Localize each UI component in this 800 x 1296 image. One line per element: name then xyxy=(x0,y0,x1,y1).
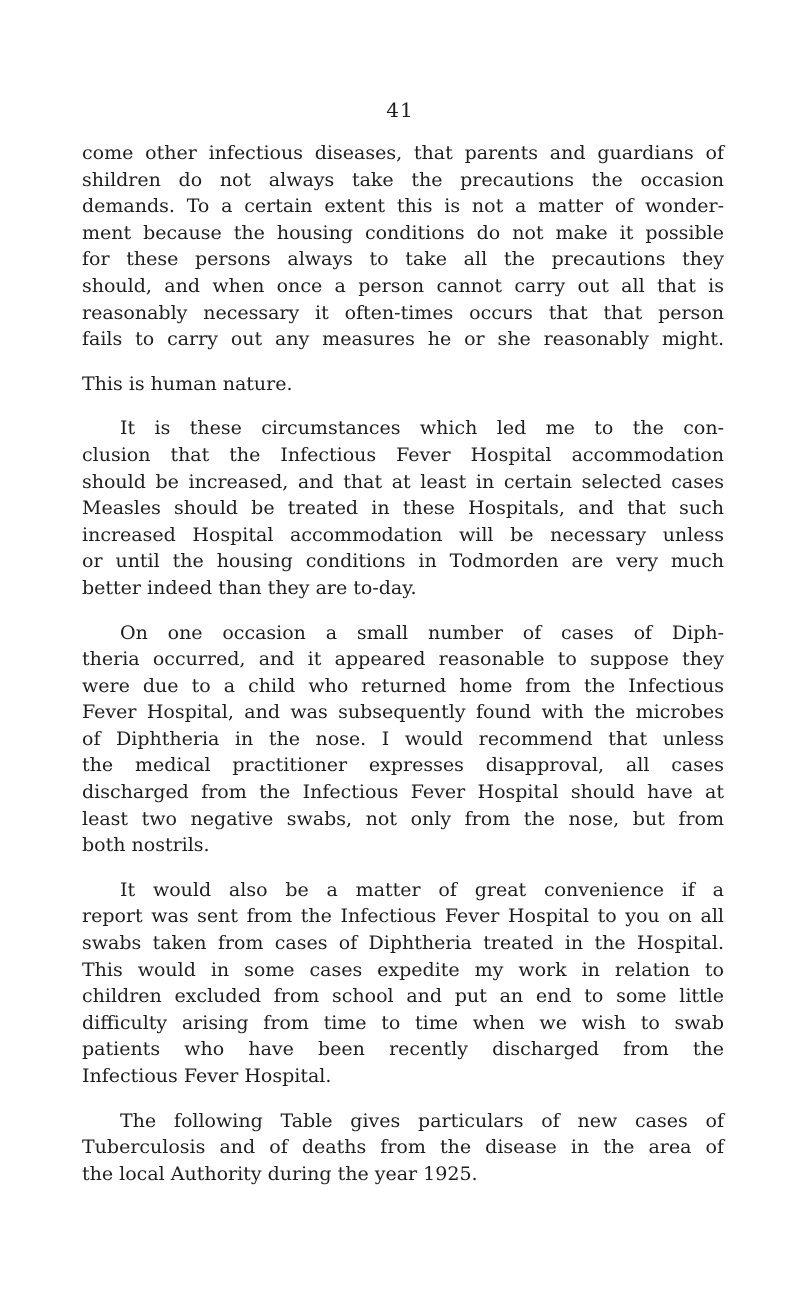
text-line: Measles should be treated in these Hospitals, and that such xyxy=(82,497,724,520)
text-line: This is human nature. xyxy=(82,372,293,395)
text-line: It would also be a matter of great convenience if a xyxy=(120,878,724,901)
paragraph-1 xyxy=(82,140,724,397)
text-line: swabs taken from cases of Diphtheria treated in the Hospital. xyxy=(82,932,724,955)
text-line: were due to a child who returned home from the Infectious xyxy=(82,674,724,697)
text-line: This would in some cases expedite my work in relation to xyxy=(82,958,724,981)
text-line: It is these circumstances which led me to the con- xyxy=(120,417,724,440)
text-line: reasonably necessary it often-times occurs that that person xyxy=(82,301,724,324)
text-line: increased Hospital accommodation will be necessary unless xyxy=(82,523,724,546)
text-line: clusion that the Infectious Fever Hospital accommodation xyxy=(82,443,724,466)
text-line: should, and when once a person cannot carry out all that is xyxy=(82,274,724,297)
paragraph-3 xyxy=(82,620,724,859)
text-line: the medical practitioner expresses disapproval, all cases xyxy=(82,754,724,777)
paragraph-4 xyxy=(82,877,724,1090)
text-line: report was sent from the Infectious Fever Hospital to you on all xyxy=(82,905,724,928)
text-line: shildren do not always take the precautions the occasion xyxy=(82,168,724,191)
text-line: Fever Hospital, and was subsequently found with the microbes xyxy=(82,701,724,724)
text-line: ment because the housing conditions do not make it possible xyxy=(82,221,724,244)
text-line: fails to carry out any measures he or she reasonably might. xyxy=(82,328,724,351)
page-number: 41 xyxy=(386,98,414,122)
text-line: both nostrils. xyxy=(82,834,210,857)
text-line: The following Table gives particulars of new cases of xyxy=(120,1109,724,1132)
paragraph-5 xyxy=(82,1108,724,1188)
text-line: children excluded from school and put an end to some little xyxy=(82,985,724,1008)
text-line: better indeed than they are to-day. xyxy=(82,576,417,599)
text-line: patients who have been recently discharged from the xyxy=(82,1038,724,1061)
text-line: or until the housing conditions in Todmorden are very much xyxy=(82,550,724,573)
text-line: of Diphtheria in the nose. I would recommend that unless xyxy=(82,727,724,750)
text-line: difficulty arising from time to time when we wish to swab xyxy=(82,1011,724,1034)
text-line: come other infectious diseases, that parents and guardians of xyxy=(82,142,724,164)
text-line: Tuberculosis and of deaths from the disease in the area of xyxy=(82,1136,724,1159)
text-line: least two negative swabs, not only from the nose, but from xyxy=(82,807,724,830)
text-line: Infectious Fever Hospital. xyxy=(82,1065,332,1087)
text-line: theria occurred, and it appeared reasonable to suppose they xyxy=(82,648,724,671)
text-line: for these persons always to take all the precautions they xyxy=(82,248,724,271)
text-line: discharged from the Infectious Fever Hospital should have at xyxy=(82,781,724,804)
paragraph-2 xyxy=(82,415,724,601)
text-line: On one occasion a small number of cases of Diph- xyxy=(120,621,724,644)
text-line: the local Authority during the year 1925. xyxy=(82,1162,478,1185)
text-line: should be increased, and that at least in certain selected cases xyxy=(82,470,724,493)
body-text xyxy=(82,140,724,1205)
text-line: demands. To a certain extent this is not a matter of wonder- xyxy=(82,195,724,218)
